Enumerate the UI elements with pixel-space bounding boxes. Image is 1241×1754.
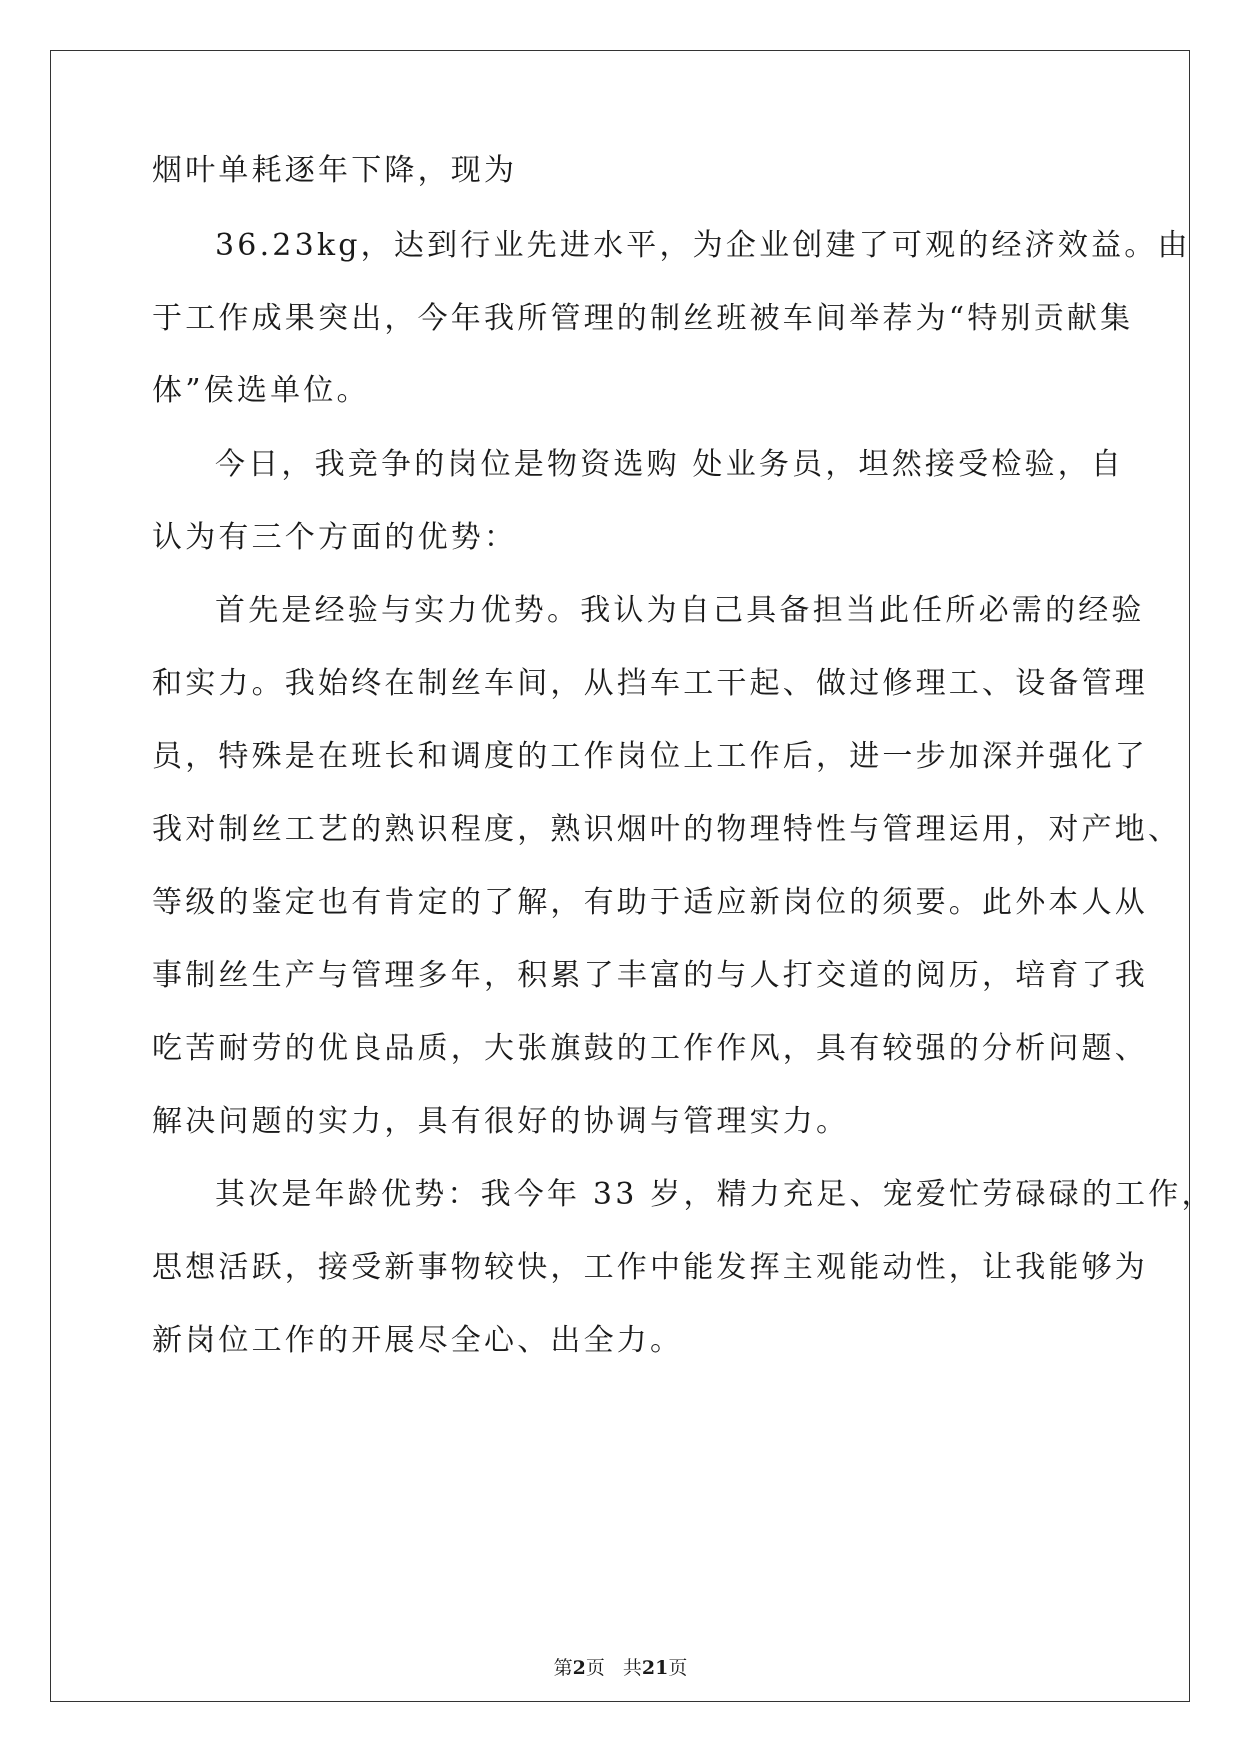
text-line: 新岗位工作的开展尽全心、出全力。 — [152, 1323, 684, 1358]
page-footer — [0, 1656, 1241, 1680]
paragraph-start-line: 其次是年龄优势：我今年 33 岁，精力充足、宠爱忙劳碌碌的工作， — [215, 1177, 1215, 1212]
text-line: 解决问题的实力，具有很好的协调与管理实力。 — [152, 1104, 850, 1139]
page-border — [50, 50, 1190, 1702]
text-line: 思想活跃，接受新事物较快，工作中能发挥主观能动性，让我能够为 — [152, 1250, 1148, 1285]
text-line: 吃苦耐劳的优良品质，大张旗鼓的工作作风，具有较强的分析问题、 — [152, 1031, 1148, 1066]
page-prefix: 第 — [553, 1657, 573, 1679]
text-line: 事制丝生产与管理多年，积累了丰富的与人打交道的阅历，培育了我 — [152, 958, 1148, 993]
text-line: 于工作成果突出，今年我所管理的制丝班被车间举荐为“特别贡献集 — [152, 301, 1134, 336]
paragraph-start-line: 36.23kg，达到行业先进水平，为企业创建了可观的经济效益。由 — [215, 228, 1191, 263]
paragraph-start-line: 首先是经验与实力优势。我认为自己具备担当此任所必需的经验 — [215, 593, 1145, 628]
total-unit: 页 — [668, 1657, 688, 1679]
page-number: 2 — [572, 1657, 586, 1679]
paragraph-start-line: 今日，我竞争的岗位是物资选购 处业务员，坦然接受检验，自 — [215, 447, 1125, 482]
text-line: 烟叶单耗逐年下降，现为 — [152, 153, 518, 188]
page-unit: 页 — [585, 1657, 605, 1679]
total-pages: 21 — [641, 1657, 669, 1679]
text-line: 员，特殊是在班长和调度的工作岗位上工作后，进一步加深并强化了 — [152, 739, 1148, 774]
total-prefix: 共 — [622, 1657, 642, 1679]
text-line: 认为有三个方面的优势： — [152, 520, 518, 555]
text-line: 我对制丝工艺的熟识程度，熟识烟叶的物理特性与管理运用，对产地、 — [152, 812, 1182, 847]
text-line: 等级的鉴定也有肯定的了解，有助于适应新岗位的须要。此外本人从 — [152, 885, 1148, 920]
text-line: 体”侯选单位。 — [152, 373, 370, 408]
text-line: 和实力。我始终在制丝车间，从挡车工干起、做过修理工、设备管理 — [152, 666, 1148, 701]
